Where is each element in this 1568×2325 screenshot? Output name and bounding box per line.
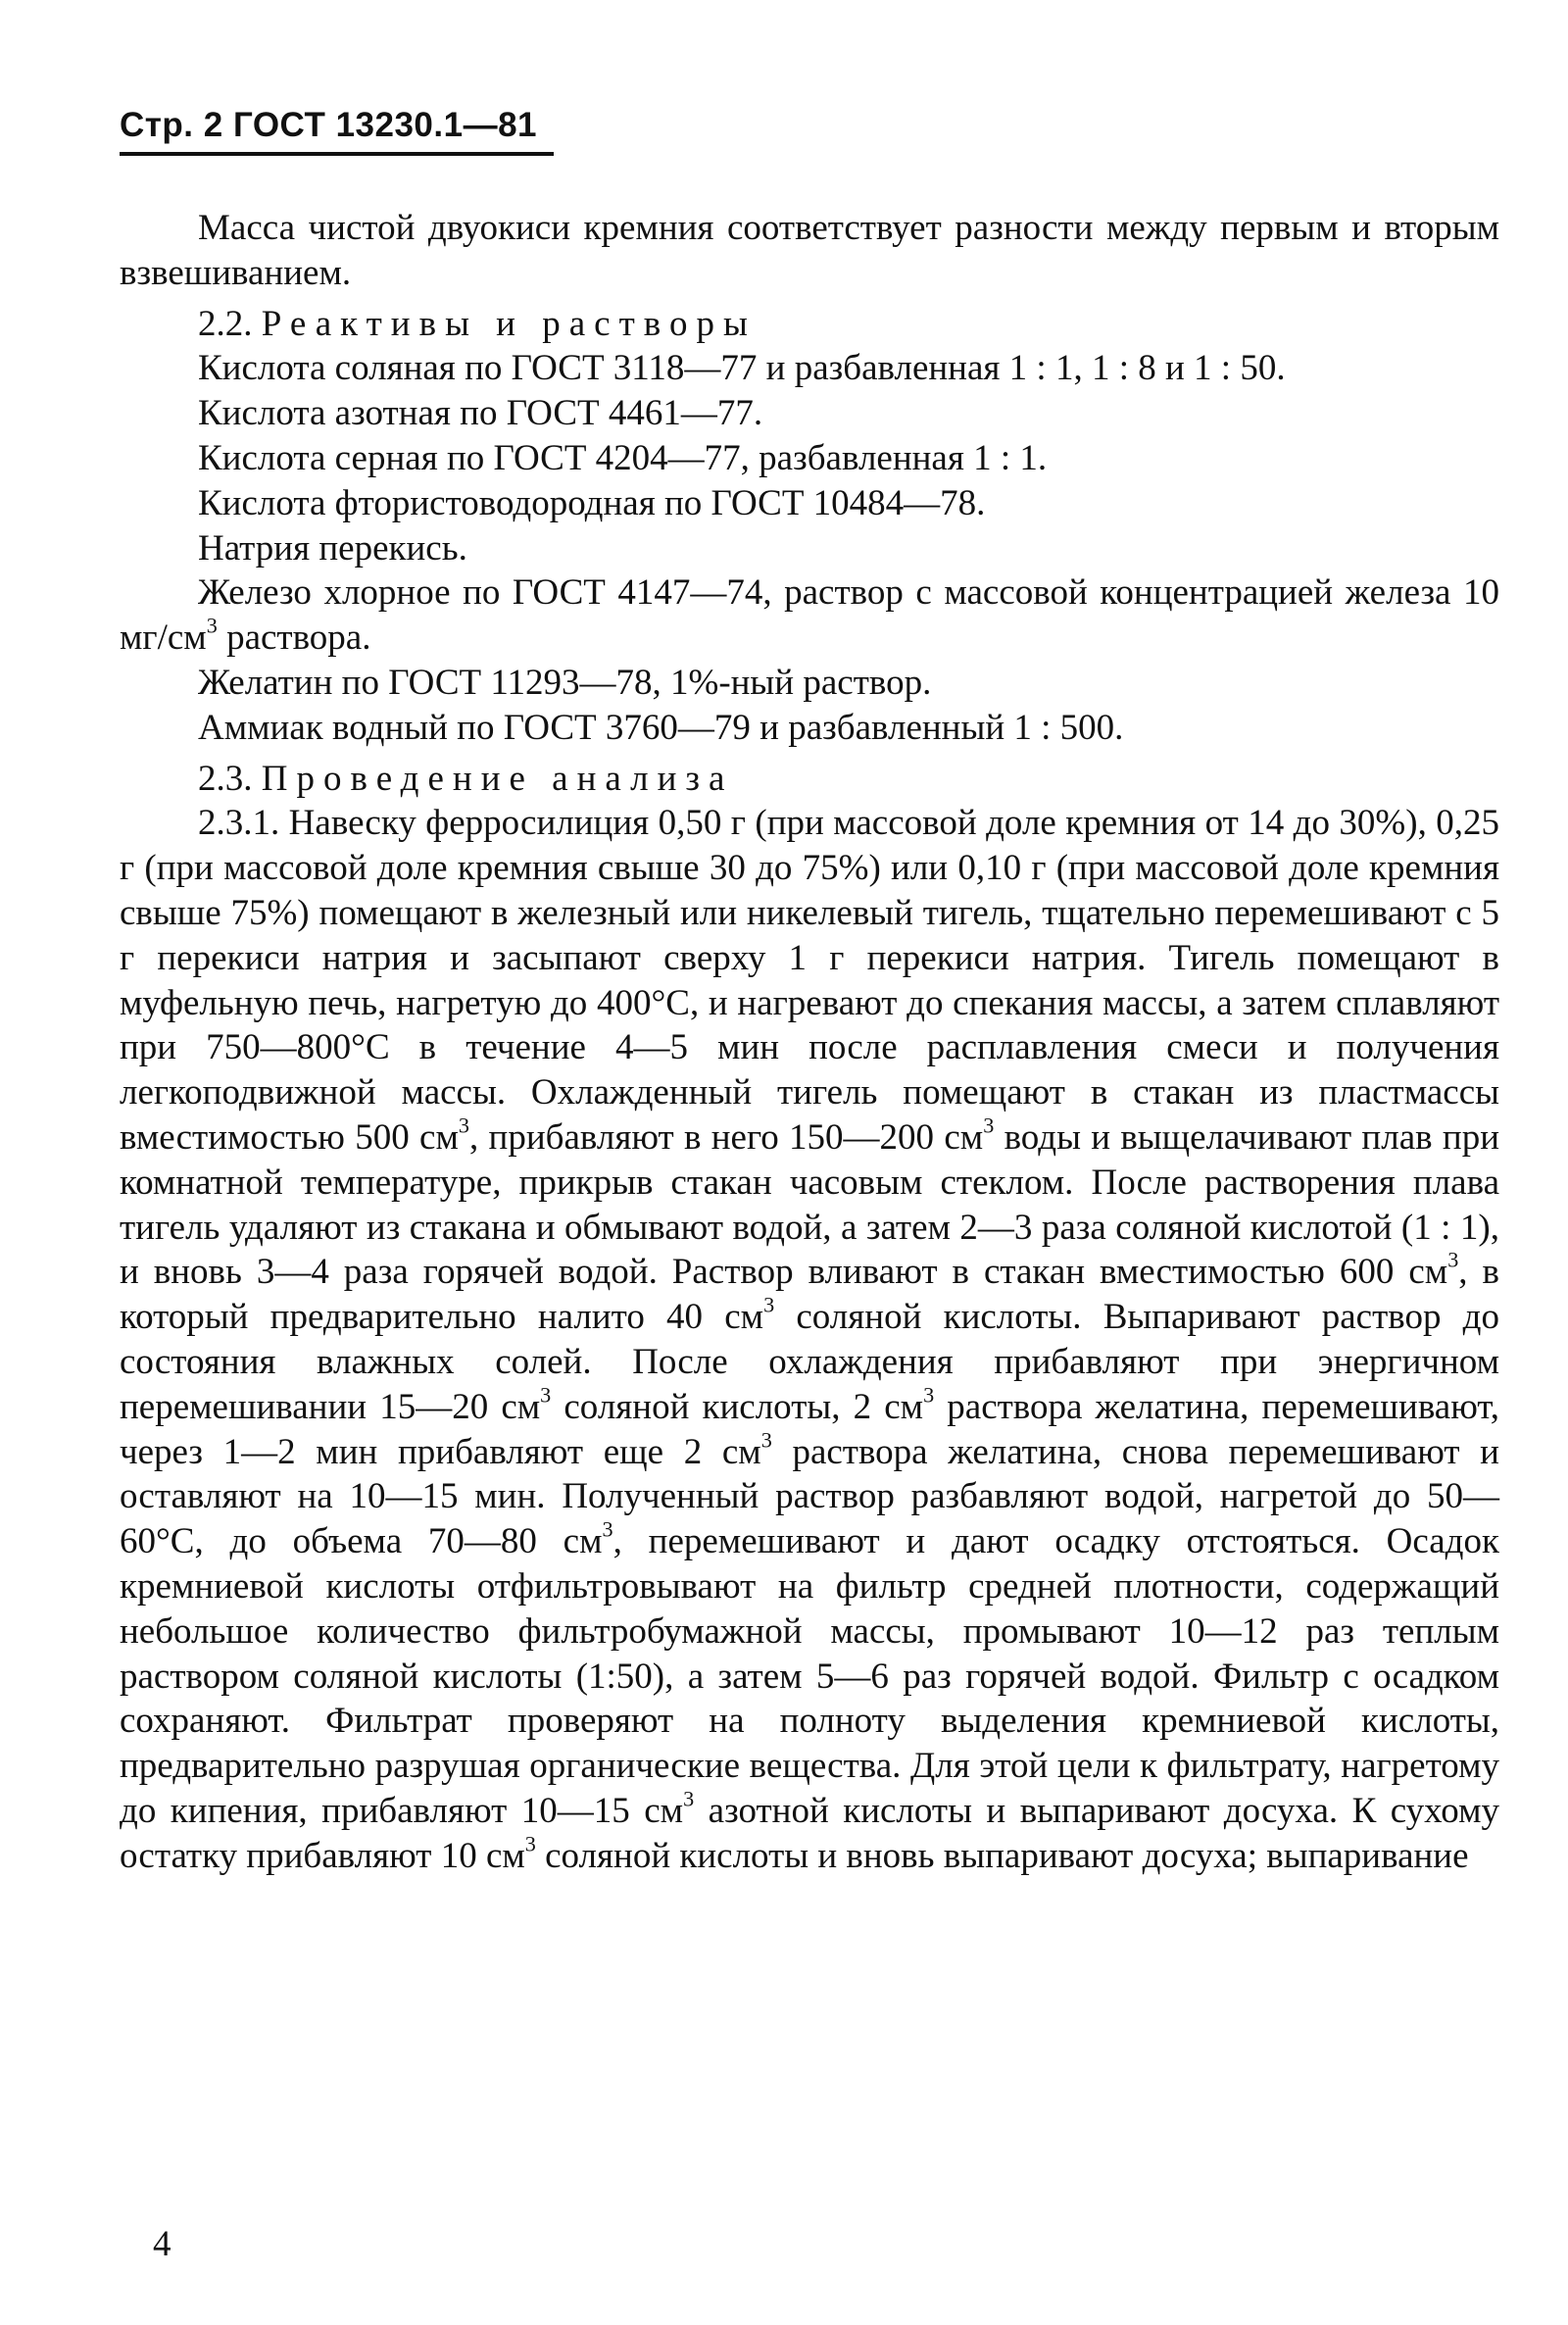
intro-paragraph: Масса чистой двуокиси кремния соответствует разности между первым и вторым взвешиванием. <box>120 208 1499 293</box>
reagent-item: Натрия перекись. <box>198 527 467 569</box>
page-label: Стр. 2 <box>120 106 223 144</box>
reagent-item: Аммиак водный по ГОСТ 3760—79 и разбавленный 1 : 500. <box>198 707 1124 748</box>
standard-number: ГОСТ 13230.1—81 <box>232 106 538 144</box>
reagent-item: Кислота серная по ГОСТ 4204—77, разбавленная 1 : 1. <box>198 437 1048 478</box>
reagent-item: Кислота соляная по ГОСТ 3118—77 и разбавленная 1 : 1, 1 : 8 и 1 : 50. <box>198 348 1286 389</box>
page-header <box>120 106 537 145</box>
section-title: Реактивы и растворы <box>261 303 757 344</box>
reagent-item: Кислота азотная по ГОСТ 4461—77. <box>198 393 763 434</box>
section-number: 2.3. <box>198 758 253 799</box>
section-heading-reagents <box>120 302 1499 347</box>
section-number: 2.2. <box>198 303 253 344</box>
document-body <box>120 206 1499 1878</box>
header-rule <box>120 152 554 156</box>
reagent-item: Желатин по ГОСТ 11293—78, 1%-ный раствор. <box>198 662 932 703</box>
page-folio: 4 <box>153 2224 172 2264</box>
reagent-item-iron-chloride: Железо хлорное по ГОСТ 4147—74, раствор с массовой концентрацией железа 10 $мг/см^3$ раствора. <box>120 572 1499 659</box>
section-heading-analysis <box>120 757 1499 802</box>
section-title: Проведение анализа <box>261 758 734 799</box>
procedure-paragraph-2-3-1: 2.3.1. Навеску ферросилиция 0,50 г (при массовой доле кремния от 14 до 30%), 0,25 г (при массовой доле кремния свыше 30 до 75%) или 0,10 г (при массовой доле кремния свыше 75%) помещают в железный или никелевый тигель, тщательно перемешивают с 5 г перекиси натрия и засыпают сверху 1 г перекиси натрия. Тигель помещают в муфельную печь, нагретую до 400°С, и нагревают до спекания массы, а затем сплавляют при 750—800°С в течение 4—5 мин после расплавления смеси и получения легкоподвижной массы. Охлажденный тигель помещают в стакан из пластмассы вместимостью 500 $см^3$, прибавляют в него 150—200 $см^3$ воды и выщелачивают плав при комнатной температуре, прикрыв стакан часовым стеклом. После растворения плава тигель удаляют из стакана и обмывают водой, а затем 2—3 раза соляной кислотой (1 : 1), и вновь 3—4 раза горячей водой. Раствор вливают в стакан вместимостью 600 $см^3$, в который предварительно налито 40 $см^3$ соляной кислоты. Выпаривают раствор до состояния влажных солей. После охлаждения прибавляют при энергичном перемешивании 15—20 $см^3$ соляной кислоты, 2 $см^3$ раствора желатина, перемешивают, через 1—2 мин прибавляют еще 2 $см^3$ раствора желатина, снова перемешивают и оставляют на 10—15 мин. Полученный раствор разбавляют водой, нагретой до 50—60°С, до объема 70—80 $см^3$, перемешивают и дают осадку отстояться. Осадок кремниевой кислоты отфильтровывают на фильтр средней плотности, содержащий небольшое количество фильтробумажной массы, промывают 10—12 раз теплым раствором соляной кислоты (1:50), а затем 5—6 раз горячей водой. Фильтр с осадком сохраняют. Фильтрат проверяют на полноту выделения кремниевой кислоты, предварительно разрушая органические вещества. Для этой цели к фильтрату, нагретому до кипения, прибавляют 10—15 $см^3$ азотной кислоты и выпаривают досуха. К сухому остатку прибавляют 10 $см^3$ соляной кислоты и вновь выпаривают досуха; выпаривание <box>120 803 1500 1876</box>
reagent-item: Кислота фтористоводородная по ГОСТ 10484—78. <box>198 482 986 523</box>
